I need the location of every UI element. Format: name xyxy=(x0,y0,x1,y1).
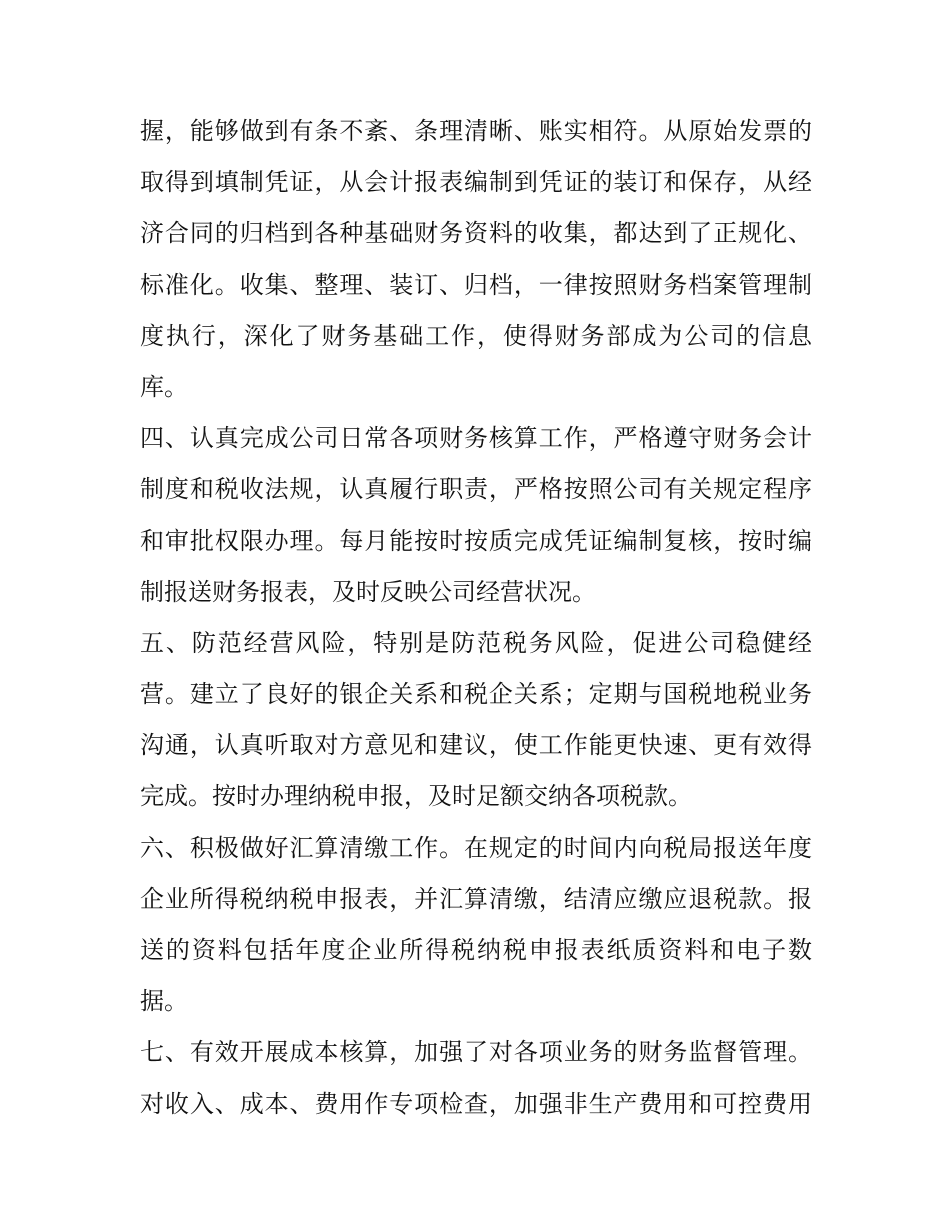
text-line: 五、防范经营风险，特别是防范税务风险，促进公司稳健经 xyxy=(140,628,812,657)
text-line: 送的资料包括年度企业所得税纳税申报表纸质资料和电子数 xyxy=(140,936,812,964)
text-line: 握，能够做到有条不紊、条理清晰、账实相符。从原始发票的 xyxy=(140,117,812,145)
text-line: 营。建立了良好的银企关系和税企关系；定期与国税地税业务 xyxy=(140,680,812,709)
text-line: 制度和税收法规，认真履行职责，严格按照公司有关规定程序 xyxy=(140,475,812,504)
text-line: 沟通，认真听取对方意见和建议，使工作能更快速、更有效得 xyxy=(140,731,812,760)
text-line: 库。 xyxy=(140,372,188,401)
text-line: 和审批权限办理。每月能按时按质完成凭证编制复核，按时编 xyxy=(140,526,812,555)
text-line: 对收入、成本、费用作专项检查，加强非生产费用和可控费用 xyxy=(140,1089,812,1118)
text-line: 六、积极做好汇算清缴工作。在规定的时间内向税局报送年度 xyxy=(140,833,812,862)
text-line: 四、认真完成公司日常各项财务核算工作，严格遵守财务会计 xyxy=(140,424,812,453)
text-line: 度执行，深化了财务基础工作，使得财务部成为公司的信息 xyxy=(140,321,812,350)
text-line: 济合同的归档到各种基础财务资料的收集，都达到了正规化、 xyxy=(140,219,812,248)
document-body xyxy=(140,106,812,1130)
text-line: 完成。按时办理纳税申报，及时足额交纳各项税款。 xyxy=(140,782,692,811)
text-line: 取得到填制凭证，从会计报表编制到凭证的装订和保存，从经 xyxy=(140,168,812,197)
text-line: 据。 xyxy=(140,987,188,1016)
text-line: 制报送财务报表，及时反映公司经营状况。 xyxy=(140,577,596,606)
text-line: 企业所得税纳税申报表，并汇算清缴，结清应缴应退税款。报 xyxy=(140,884,812,913)
text-line: 七、有效开展成本核算，加强了对各项业务的财务监督管理。 xyxy=(140,1038,812,1067)
text-line: 标准化。收集、整理、装订、归档，一律按照财务档案管理制 xyxy=(140,270,812,299)
